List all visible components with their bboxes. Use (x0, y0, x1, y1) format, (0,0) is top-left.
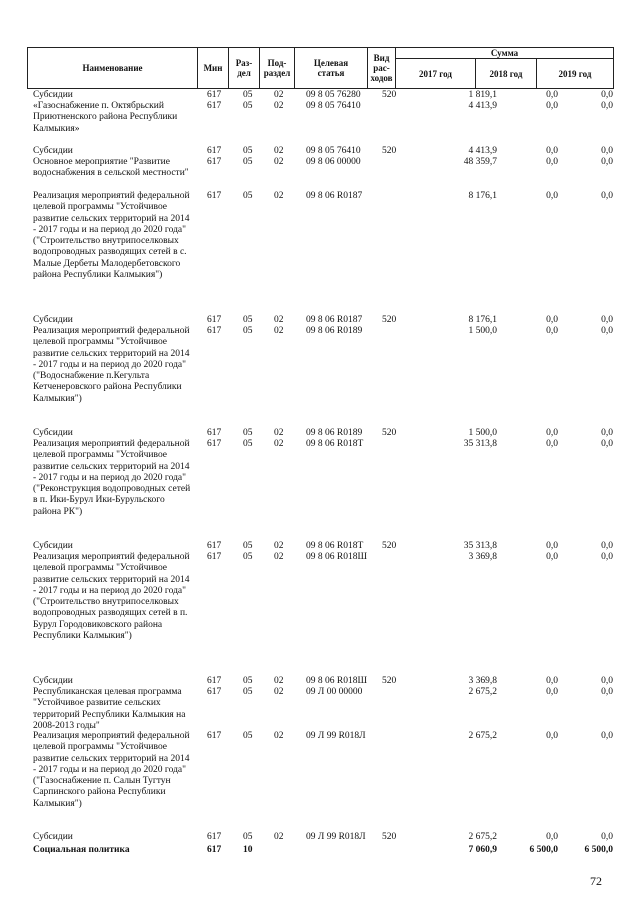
cell-y2019: 0,0 (601, 90, 613, 100)
cell-podrazdel: 02 (274, 832, 284, 842)
cell-y2017: 1 819,1 (468, 90, 497, 100)
cell-y2019: 0,0 (601, 731, 613, 741)
cell-target: 09 8 06 R018Ш (306, 552, 368, 562)
cell-min: 617 (207, 315, 222, 325)
cell-name: Реализация мероприятий федеральной целевой программы "Устойчивое развитие сельских территорий на 2014 - 2017 годы и на период до 2020 года" ("Водоснабжение п.Кегульта Кетченеровского района Республики Калмыкия") (33, 326, 190, 404)
cell-y2018: 0,0 (546, 832, 558, 842)
cell-podrazdel: 02 (274, 146, 284, 156)
cell-target: 09 8 05 76280 (306, 90, 361, 100)
cell-y2018: 0,0 (546, 146, 558, 156)
cell-min: 617 (207, 676, 222, 686)
cell-name: «Газоснабжение п. Октябрьский Приютненского района Республики Калмыкия» (33, 101, 178, 134)
cell-y2019: 0,0 (601, 428, 613, 438)
cell-min: 617 (207, 552, 222, 562)
cell-y2018: 0,0 (546, 101, 558, 111)
cell-podrazdel: 02 (274, 326, 284, 336)
cell-name: Реализация мероприятий федеральной целевой программы "Устойчивое развитие сельских территорий на 2014 - 2017 годы и на период до 2020 года" ("Строительство внутрипоселковых водопроводных разводящих сетей в п. Бурул Городовиковского района Республики Калмыкия") (33, 552, 190, 642)
cell-y2019: 0,0 (601, 326, 613, 336)
cell-y2017: 3 369,8 (468, 552, 497, 562)
cell-y2018: 0,0 (546, 326, 558, 336)
cell-razdel: 05 (243, 439, 253, 449)
cell-y2017: 2 675,2 (468, 687, 497, 697)
cell-target: 09 8 06 00000 (306, 157, 361, 167)
cell-podrazdel: 02 (274, 191, 284, 201)
cell-y2018: 0,0 (546, 191, 558, 201)
cell-y2017: 48 359,7 (463, 157, 497, 167)
cell-y2017: 2 675,2 (468, 731, 497, 741)
cell-min: 617 (207, 845, 222, 855)
cell-razdel: 05 (243, 191, 253, 201)
cell-razdel: 05 (243, 428, 253, 438)
cell-vid: 520 (382, 428, 397, 438)
header-sum: Сумма (395, 47, 614, 59)
cell-y2018: 0,0 (546, 157, 558, 167)
cell-y2019: 0,0 (601, 191, 613, 201)
cell-y2017: 3 369,8 (468, 676, 497, 686)
cell-min: 617 (207, 101, 222, 111)
cell-name: Субсидии (33, 676, 73, 686)
header-podrazdel: Под- раздел (259, 47, 295, 89)
cell-target: 09 Л 99 R018Л (306, 832, 366, 842)
cell-podrazdel: 02 (274, 676, 284, 686)
cell-podrazdel: 02 (274, 541, 284, 551)
page-number: 72 (590, 874, 602, 888)
cell-target: 09 8 06 R018Т (306, 541, 364, 551)
cell-razdel: 05 (243, 157, 253, 167)
cell-target: 09 8 06 R0189 (306, 428, 363, 438)
cell-razdel: 05 (243, 101, 253, 111)
cell-y2019: 0,0 (601, 101, 613, 111)
cell-target: 09 Л 99 R018Л (306, 731, 366, 741)
cell-min: 617 (207, 832, 222, 842)
cell-target: 09 8 05 76410 (306, 146, 361, 156)
cell-podrazdel: 02 (274, 101, 284, 111)
cell-podrazdel: 02 (274, 687, 284, 697)
cell-razdel: 05 (243, 90, 253, 100)
cell-vid: 520 (382, 146, 397, 156)
cell-razdel: 05 (243, 832, 253, 842)
cell-name: Реализация мероприятий федеральной целевой программы "Устойчивое развитие сельских территорий на 2014 - 2017 годы и на период до 2020 года" ("Строительство внутрипоселковых водопроводных разводящих сетей в с. Малые Дербеты Малодербетовского района Республики Калмыкия") (33, 191, 190, 281)
cell-y2017: 2 675,2 (468, 832, 497, 842)
cell-name: Субсидии (33, 541, 73, 551)
cell-name: Социальная политика (33, 845, 130, 855)
cell-target: 09 8 05 76410 (306, 101, 361, 111)
cell-y2018: 0,0 (546, 315, 558, 325)
cell-y2019: 0,0 (601, 146, 613, 156)
header-2018: 2018 год (475, 58, 537, 89)
cell-vid: 520 (382, 315, 397, 325)
header-min: Мин (197, 47, 229, 89)
cell-min: 617 (207, 157, 222, 167)
cell-vid: 520 (382, 832, 397, 842)
cell-vid: 520 (382, 541, 397, 551)
cell-y2018: 0,0 (546, 90, 558, 100)
cell-razdel: 05 (243, 731, 253, 741)
cell-y2019: 0,0 (601, 676, 613, 686)
cell-razdel: 05 (243, 676, 253, 686)
cell-y2019: 0,0 (601, 552, 613, 562)
cell-razdel: 05 (243, 326, 253, 336)
cell-y2019: 6 500,0 (584, 845, 613, 855)
header-target: Целевая статья (294, 47, 368, 89)
cell-target: 09 8 06 R0189 (306, 326, 363, 336)
cell-y2017: 1 500,0 (468, 326, 497, 336)
cell-y2017: 4 413,9 (468, 146, 497, 156)
cell-name: Основное мероприятие "Развитие водоснабжения в сельской местности" (33, 157, 189, 179)
cell-y2019: 0,0 (601, 439, 613, 449)
cell-y2017: 4 413,9 (468, 101, 497, 111)
cell-y2018: 0,0 (546, 439, 558, 449)
cell-podrazdel: 02 (274, 552, 284, 562)
cell-vid: 520 (382, 90, 397, 100)
header-name: Наименование (27, 47, 198, 89)
cell-podrazdel: 02 (274, 439, 284, 449)
header-2019: 2019 год (536, 58, 614, 89)
cell-name: Субсидии (33, 146, 73, 156)
cell-y2017: 35 313,8 (463, 439, 497, 449)
cell-podrazdel: 02 (274, 315, 284, 325)
cell-name: Субсидии (33, 832, 73, 842)
cell-min: 617 (207, 687, 222, 697)
cell-name: Субсидии (33, 428, 73, 438)
cell-min: 617 (207, 439, 222, 449)
cell-vid: 520 (382, 676, 397, 686)
cell-y2018: 0,0 (546, 676, 558, 686)
cell-y2018: 6 500,0 (529, 845, 558, 855)
table-header (27, 47, 614, 89)
header-vid: Вид рас- ходов (367, 47, 396, 89)
cell-y2018: 0,0 (546, 541, 558, 551)
cell-min: 617 (207, 146, 222, 156)
cell-min: 617 (207, 428, 222, 438)
cell-name: Субсидии (33, 90, 73, 100)
cell-y2018: 0,0 (546, 552, 558, 562)
cell-y2019: 0,0 (601, 541, 613, 551)
cell-podrazdel: 02 (274, 90, 284, 100)
cell-target: 09 Л 00 00000 (306, 687, 363, 697)
cell-y2017: 7 060,9 (468, 845, 497, 855)
cell-target: 09 8 06 R018Т (306, 439, 364, 449)
cell-name: Реализация мероприятий федеральной целевой программы "Устойчивое развитие сельских территорий на 2014 - 2017 годы и на период до 2020 года" ("Реконструкция водопроводных сетей в п. Ики-Бурул Ики-Бурульского района РК") (33, 439, 191, 517)
cell-y2017: 35 313,8 (463, 541, 497, 551)
cell-y2019: 0,0 (601, 315, 613, 325)
cell-y2019: 0,0 (601, 832, 613, 842)
cell-target: 09 8 06 R018Ш (306, 676, 368, 686)
cell-target: 09 8 06 R0187 (306, 191, 363, 201)
cell-y2018: 0,0 (546, 428, 558, 438)
cell-y2019: 0,0 (601, 687, 613, 697)
cell-y2017: 8 176,1 (468, 191, 497, 201)
cell-razdel: 05 (243, 146, 253, 156)
cell-y2018: 0,0 (546, 687, 558, 697)
cell-name: Республиканская целевая программа "Устойчивое развитие сельских территорий Республики Калмыкия на 2008-2013 годы" (33, 687, 186, 731)
cell-podrazdel: 02 (274, 428, 284, 438)
cell-y2018: 0,0 (546, 731, 558, 741)
cell-name: Реализация мероприятий федеральной целевой программы "Устойчивое развитие сельских территорий на 2014 - 2017 годы и на период до 2020 года" ("Газоснабжение п. Салын Тугтун Сарпинского района Республики Калмыкия") (33, 731, 190, 809)
cell-min: 617 (207, 191, 222, 201)
cell-razdel: 10 (243, 845, 253, 855)
cell-min: 617 (207, 731, 222, 741)
cell-podrazdel: 02 (274, 157, 284, 167)
cell-min: 617 (207, 326, 222, 336)
cell-podrazdel: 02 (274, 731, 284, 741)
cell-y2017: 1 500,0 (468, 428, 497, 438)
cell-razdel: 05 (243, 552, 253, 562)
header-2017: 2017 год (395, 58, 476, 89)
cell-y2017: 8 176,1 (468, 315, 497, 325)
cell-y2019: 0,0 (601, 157, 613, 167)
header-razdel: Раз- дел (228, 47, 260, 89)
cell-min: 617 (207, 90, 222, 100)
cell-razdel: 05 (243, 315, 253, 325)
cell-name: Субсидии (33, 315, 73, 325)
cell-razdel: 05 (243, 541, 253, 551)
cell-target: 09 8 06 R0187 (306, 315, 363, 325)
cell-min: 617 (207, 541, 222, 551)
cell-razdel: 05 (243, 687, 253, 697)
